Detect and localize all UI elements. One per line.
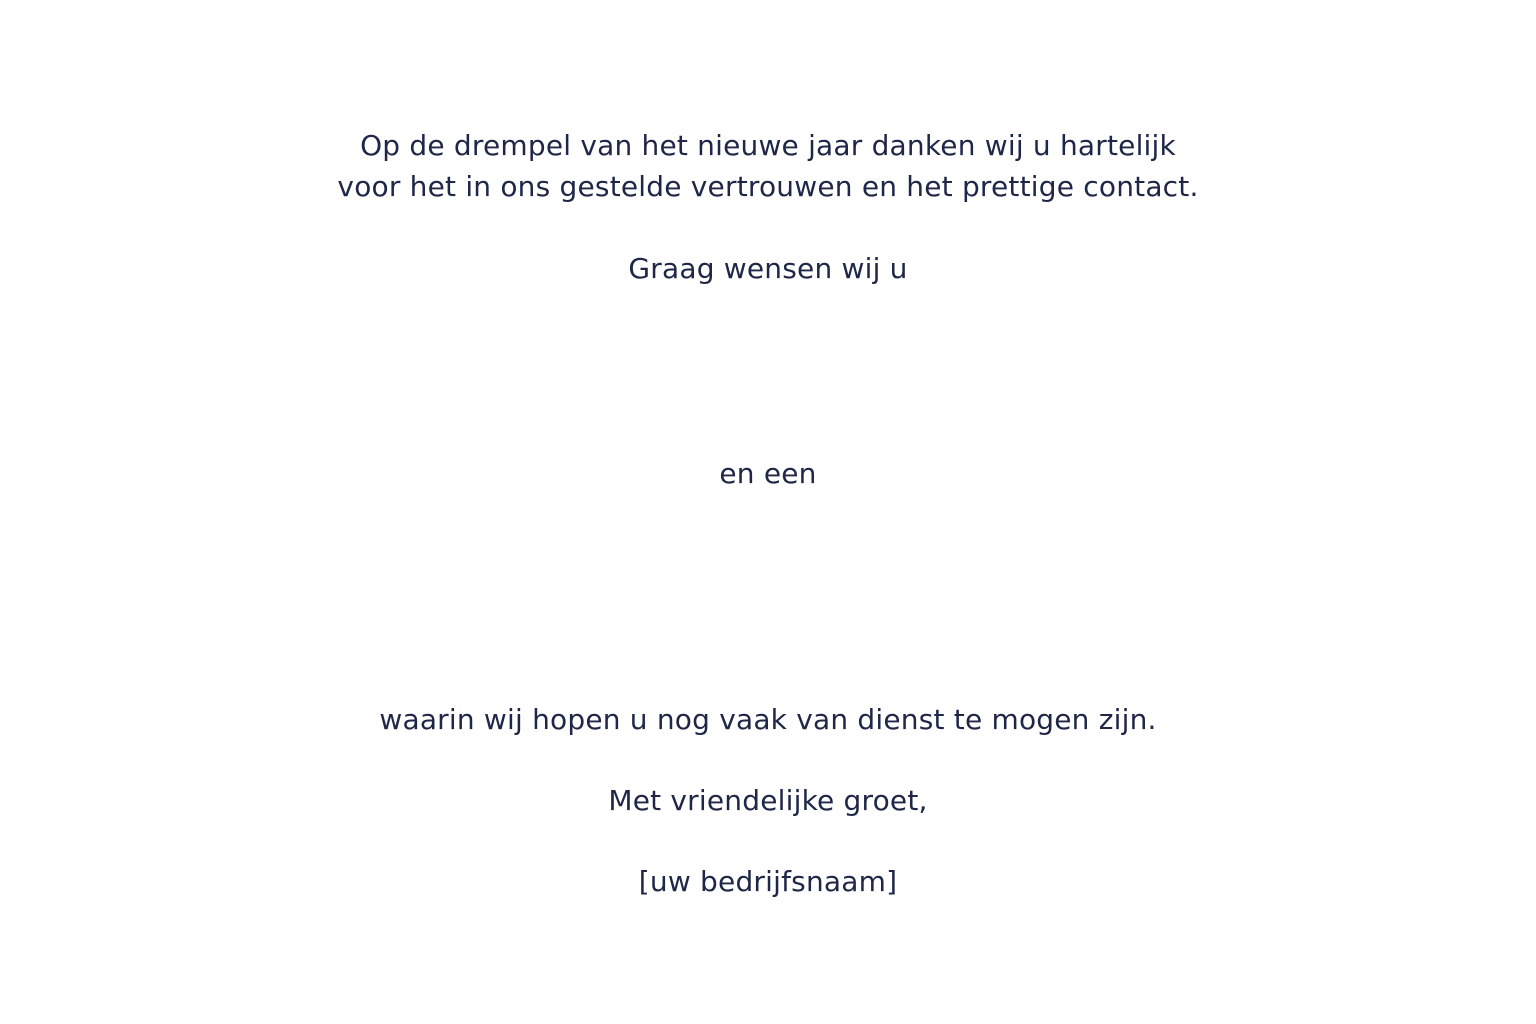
connector-line: en een (719, 457, 817, 490)
intro-line-2: voor het in ons gestelde vertrouwen en het prettige contact. (337, 170, 1199, 203)
company-name-placeholder: [uw bedrijfsnaam] (638, 865, 898, 898)
salutation: Met vriendelijke groet, (608, 784, 928, 817)
intro-line-1: Op de drempel van het nieuwe jaar danken wij u hartelijk (360, 129, 1176, 162)
wish-line: Graag wensen wij u (628, 252, 908, 285)
closing-line: waarin wij hopen u nog vaak van dienst te mogen zijn. (379, 703, 1157, 736)
